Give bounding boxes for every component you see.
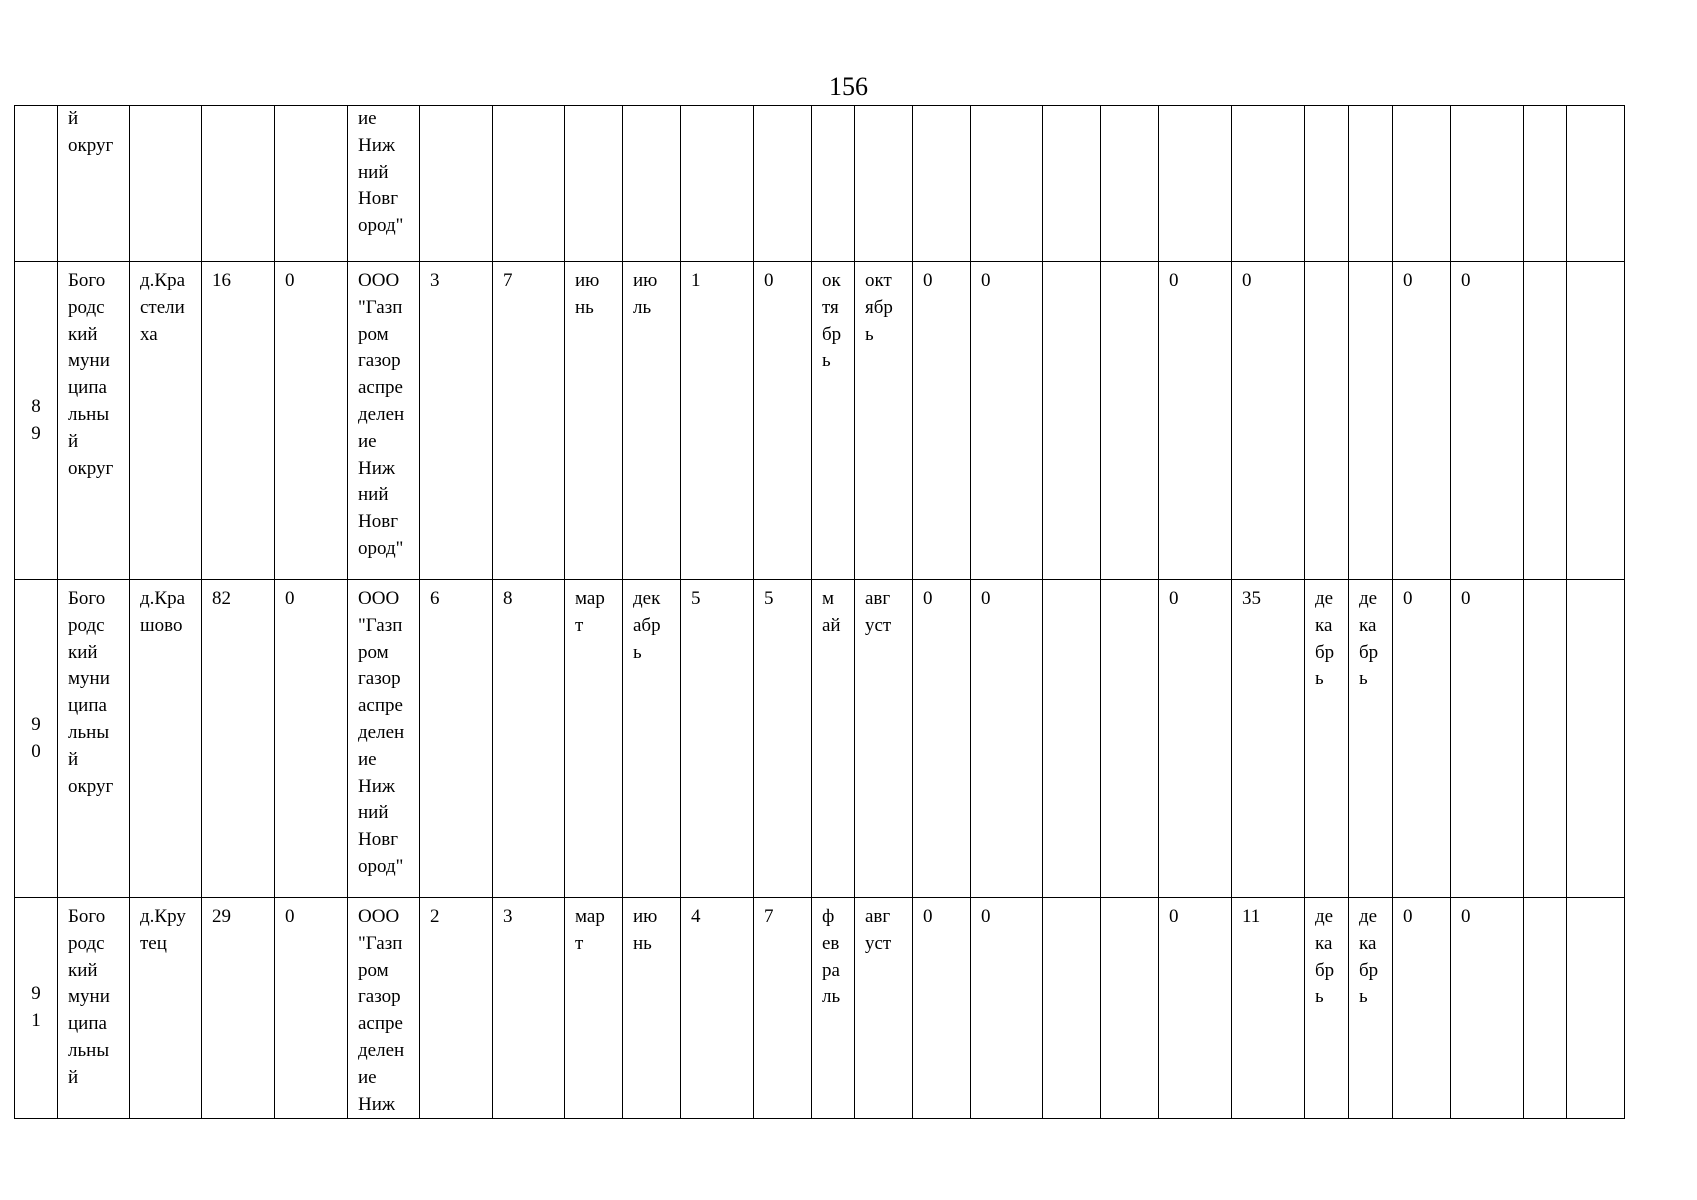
- table-cell: Бого родс кий муни ципа льны й: [58, 898, 130, 1119]
- table-cell: 0: [1451, 580, 1524, 898]
- table-cell: [1524, 262, 1567, 580]
- cell: [565, 106, 623, 262]
- table-cell: ООО "Газп ром газор aспре делен ие Ниж ний Новг ород": [348, 262, 420, 580]
- cell: [275, 106, 348, 262]
- table-cell: ок тя бр ь: [812, 262, 855, 580]
- cell: [1159, 106, 1232, 262]
- table-cell: [1524, 898, 1567, 1119]
- table-cell: д.Кру тец: [130, 898, 202, 1119]
- page-number: 156: [829, 72, 868, 101]
- cell: [15, 106, 58, 262]
- table-cell: [1349, 262, 1393, 580]
- table-cell: [1101, 580, 1159, 898]
- cell: [623, 106, 681, 262]
- table-cell: [1567, 580, 1625, 898]
- table-cell: 0: [1159, 262, 1232, 580]
- table-cell: ф ев ра ль: [812, 898, 855, 1119]
- table-cell: мар т: [565, 898, 623, 1119]
- cell: [855, 106, 913, 262]
- table-cell: [1043, 580, 1101, 898]
- table-cell: 0: [1451, 262, 1524, 580]
- table-cell: 0: [1159, 898, 1232, 1119]
- table-cell: Бого родс кий муни ципа льны й округ: [58, 262, 130, 580]
- table-cell: де ка бр ь: [1349, 898, 1393, 1119]
- table-cell: [1567, 898, 1625, 1119]
- table-cell: 0: [913, 580, 971, 898]
- cell: [1567, 106, 1625, 262]
- table-cell: ООО "Газп ром газор aспре делен ие Ниж: [348, 898, 420, 1119]
- cell: [1524, 106, 1567, 262]
- table-cell: д.Кра шово: [130, 580, 202, 898]
- table-cell: 0: [913, 898, 971, 1119]
- table-cell: 3: [420, 262, 493, 580]
- table-cell: дек абр ь: [623, 580, 681, 898]
- cell: [812, 106, 855, 262]
- table-row: [15, 580, 1625, 898]
- table-cell: 1: [681, 262, 754, 580]
- table-cell: авг уст: [855, 580, 913, 898]
- table-cell: 5: [754, 580, 812, 898]
- cell-organization: ие Ниж ний Новг ород": [348, 106, 420, 262]
- table-cell: ию нь: [623, 898, 681, 1119]
- table-cell: Бого родс кий муни ципа льны й округ: [58, 580, 130, 898]
- table-cell: [1043, 262, 1101, 580]
- table-cell: ию ль: [623, 262, 681, 580]
- table-cell: 4: [681, 898, 754, 1119]
- table-cell: [1305, 262, 1349, 580]
- cell: [1305, 106, 1349, 262]
- table-cell: ООО "Газп ром газор aспре делен ие Ниж ний Новг ород": [348, 580, 420, 898]
- table-cell: 0: [913, 262, 971, 580]
- table-cell: 5: [681, 580, 754, 898]
- table-cell: д.Кра стели ха: [130, 262, 202, 580]
- table-cell: [1524, 580, 1567, 898]
- table-row: [15, 262, 1625, 580]
- table-cell: де ка бр ь: [1305, 580, 1349, 898]
- cell: [754, 106, 812, 262]
- cell: [130, 106, 202, 262]
- table-cell: 0: [275, 580, 348, 898]
- table-cell: 0: [1393, 580, 1451, 898]
- cell: [493, 106, 565, 262]
- table-cell: 29: [202, 898, 275, 1119]
- cell: [1232, 106, 1305, 262]
- table-cell: [1101, 262, 1159, 580]
- table-cell: 3: [493, 898, 565, 1119]
- table-cell: м ай: [812, 580, 855, 898]
- cell: [1393, 106, 1451, 262]
- table-cell: 7: [754, 898, 812, 1119]
- table-cell: 2: [420, 898, 493, 1119]
- table-cell: [1101, 898, 1159, 1119]
- table-cell: [1043, 898, 1101, 1119]
- table-cell: 0: [1393, 898, 1451, 1119]
- table-cell: [1567, 262, 1625, 580]
- table-cell: авг уст: [855, 898, 913, 1119]
- table-cell: 0: [971, 580, 1043, 898]
- cell: [1349, 106, 1393, 262]
- cell: [1451, 106, 1524, 262]
- table-cell: 0: [1451, 898, 1524, 1119]
- table-cell: 35: [1232, 580, 1305, 898]
- data-table: [14, 105, 1625, 1119]
- table-cell: 0: [275, 262, 348, 580]
- row-number: 9 1: [15, 898, 58, 1119]
- table-cell: де ка бр ь: [1305, 898, 1349, 1119]
- table-cell: 0: [1393, 262, 1451, 580]
- table-cell: 8: [493, 580, 565, 898]
- table-cell: мар т: [565, 580, 623, 898]
- table-row-fragment: [15, 106, 1625, 262]
- table-cell: 11: [1232, 898, 1305, 1119]
- table-cell: 0: [1232, 262, 1305, 580]
- table-cell: 0: [275, 898, 348, 1119]
- table-cell: 16: [202, 262, 275, 580]
- cell: [1043, 106, 1101, 262]
- table-cell: 0: [971, 262, 1043, 580]
- table-cell: 6: [420, 580, 493, 898]
- cell: [971, 106, 1043, 262]
- row-number: 9 0: [15, 580, 58, 898]
- table-cell: ию нь: [565, 262, 623, 580]
- cell-district: й округ: [58, 106, 130, 262]
- table-cell: де ка бр ь: [1349, 580, 1393, 898]
- cell: [913, 106, 971, 262]
- cell: [681, 106, 754, 262]
- cell: [1101, 106, 1159, 262]
- table-row: [15, 898, 1625, 1119]
- table-cell: 0: [971, 898, 1043, 1119]
- row-number: 8 9: [15, 262, 58, 580]
- table-cell: 0: [754, 262, 812, 580]
- cell: [202, 106, 275, 262]
- table-cell: 0: [1159, 580, 1232, 898]
- table-cell: окт ябр ь: [855, 262, 913, 580]
- cell: [420, 106, 493, 262]
- table-cell: 82: [202, 580, 275, 898]
- table-cell: 7: [493, 262, 565, 580]
